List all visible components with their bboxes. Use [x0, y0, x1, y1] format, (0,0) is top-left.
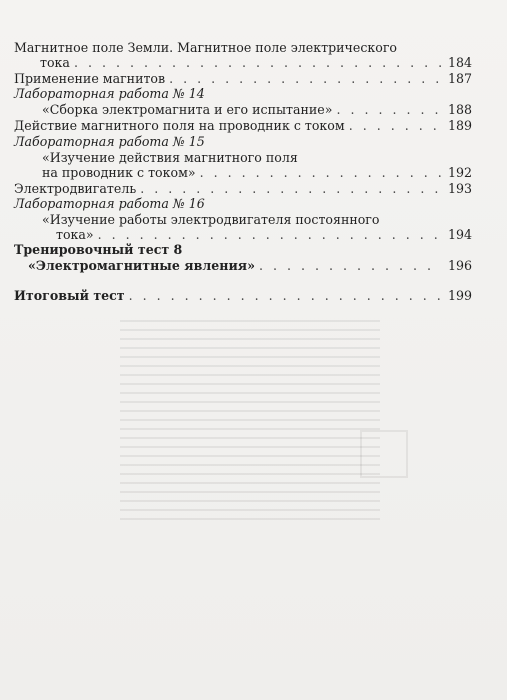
- leader-dots: [140, 181, 442, 197]
- toc-entry-title: Применение магнитов: [14, 71, 166, 86]
- toc-page-number: 189: [447, 118, 472, 133]
- lab-label: Лабораторная работа № 15: [14, 134, 205, 149]
- toc-entry-title: «Электромагнитные явления»: [28, 258, 255, 273]
- toc-entry-title: «Сборка электромагнита и его испытание»: [42, 102, 333, 117]
- toc-page-number: 196: [447, 258, 472, 273]
- toc-entry: [14, 118, 472, 134]
- toc-page-number: 192: [447, 165, 472, 180]
- leader-dots: [129, 288, 442, 304]
- toc-page-number: 194: [447, 227, 472, 242]
- leader-dots: [349, 118, 442, 134]
- toc-page-number: 187: [447, 71, 472, 86]
- leader-dots: [336, 102, 442, 118]
- toc-entry: [14, 288, 472, 304]
- toc-page-number: 193: [447, 181, 472, 196]
- toc-entry: [14, 181, 472, 197]
- toc-entry-line: Магнитное поле Земли. Магнитное поле электрического: [14, 40, 398, 55]
- leader-dots: [169, 71, 442, 87]
- toc-entry: [42, 102, 472, 118]
- leader-dots: [200, 165, 442, 181]
- toc-entry-line: «Изучение работы электродвигателя постоянного: [42, 212, 380, 227]
- toc-entry: [14, 71, 472, 87]
- leader-dots: [98, 227, 442, 243]
- bleed-through-qr: [360, 430, 408, 478]
- toc-entry: [14, 55, 472, 71]
- toc-entry-title: тока»: [56, 227, 94, 242]
- toc-entry-title: тока: [40, 55, 70, 70]
- toc-page-number: 184: [447, 55, 472, 70]
- toc-page-number: 188: [447, 102, 472, 117]
- toc-entry-line: «Изучение действия магнитного поля: [42, 150, 298, 165]
- toc-entry: [14, 258, 472, 274]
- toc-entry-title: Итоговый тест: [14, 288, 125, 303]
- toc-entry-title: Электродвигатель: [14, 181, 137, 196]
- toc-page-number: 199: [447, 288, 472, 303]
- toc-entry-title: на проводник с током»: [42, 165, 196, 180]
- toc-entry-title: Действие магнитного поля на проводник с током: [14, 118, 345, 133]
- lab-label: Лабораторная работа № 16: [14, 196, 205, 211]
- leader-dots: [74, 55, 442, 71]
- toc-entry: [42, 227, 472, 243]
- leader-dots: [259, 258, 442, 274]
- toc-entry: [42, 165, 472, 181]
- section-heading: Тренировочный тест 8: [14, 242, 183, 257]
- bleed-through-text: [120, 320, 380, 520]
- lab-label: Лабораторная работа № 14: [14, 86, 205, 101]
